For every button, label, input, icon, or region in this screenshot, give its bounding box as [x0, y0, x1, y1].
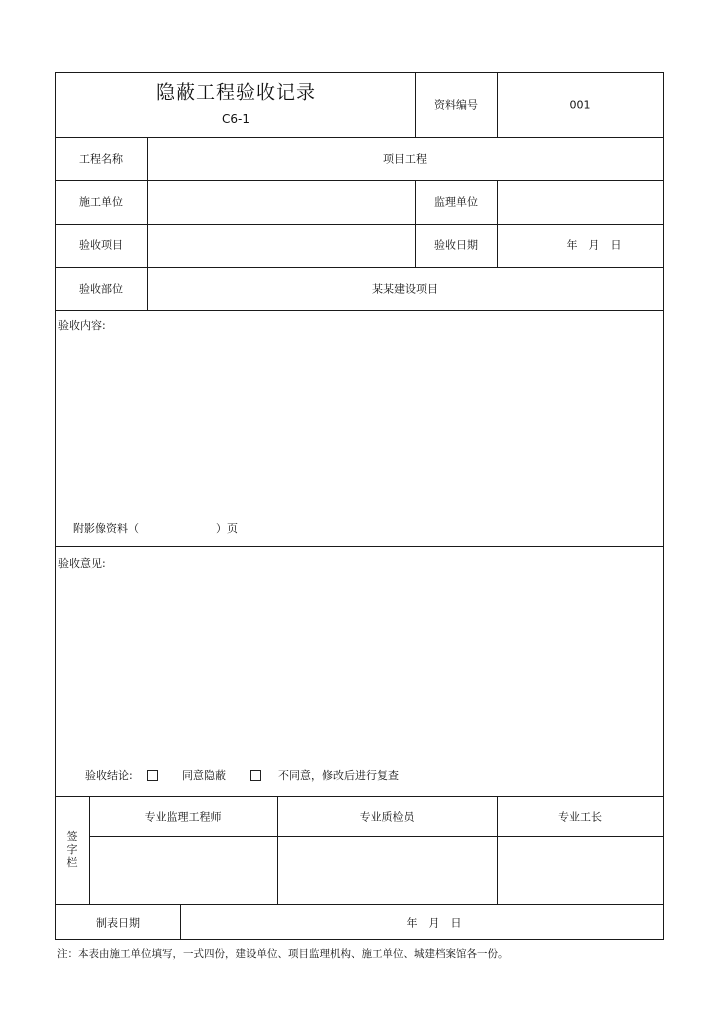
supervision-unit-label: 监理单位	[434, 195, 478, 209]
inspection-date-label: 验收日期	[434, 238, 478, 252]
sign-col-foreman: 专业工长	[558, 810, 602, 824]
made-date-label: 制表日期	[96, 916, 140, 930]
form-code: C6-1	[222, 112, 250, 126]
table-rule	[277, 796, 278, 905]
table-rule	[415, 72, 416, 138]
content-label: 验收内容:	[58, 319, 106, 332]
table-rule	[55, 904, 664, 905]
option-disagree: 不同意，修改后进行复查	[278, 769, 399, 782]
table-rule	[147, 137, 148, 311]
table-rule	[55, 546, 664, 547]
table-rule	[497, 796, 498, 905]
project-name-label: 工程名称	[79, 152, 123, 166]
attachment-prefix: 附影像资料（	[73, 522, 139, 535]
table-rule	[89, 796, 90, 905]
form-title: 隐蔽工程验收记录	[155, 81, 317, 104]
form-table	[55, 72, 664, 940]
doc-no-label: 资料编号	[434, 98, 478, 112]
inspection-item-label: 验收项目	[79, 238, 123, 252]
table-border	[55, 939, 664, 940]
table-border	[55, 72, 664, 73]
table-border	[55, 72, 56, 940]
construction-unit-label: 施工单位	[79, 195, 123, 209]
footer-note: 注：本表由施工单位填写，一式四份，建设单位、项目监理机构、施工单位、城建档案馆各一份。	[57, 948, 509, 960]
signature-label: 签字栏	[66, 830, 78, 869]
disagree-checkbox[interactable]	[250, 770, 261, 781]
sign-col-qc: 专业质检员	[359, 810, 415, 824]
inspection-part-value[interactable]: 某某建设项目	[372, 282, 438, 296]
option-agree: 同意隐蔽	[182, 769, 226, 782]
doc-no-value[interactable]: 001	[569, 98, 591, 112]
made-date-value[interactable]: 年 月 日	[406, 916, 462, 930]
project-name-value[interactable]: 项目工程	[383, 152, 427, 166]
table-rule	[89, 836, 664, 837]
table-rule	[497, 180, 498, 268]
table-rule	[180, 904, 181, 940]
inspection-date-value[interactable]: 年 月 日	[566, 238, 622, 252]
conclusion-label: 验收结论:	[85, 769, 133, 782]
table-rule	[55, 796, 664, 797]
table-border	[663, 72, 664, 940]
agree-checkbox[interactable]	[147, 770, 158, 781]
sign-col-supervisor: 专业监理工程师	[144, 810, 222, 824]
attachment-suffix: ）页	[216, 522, 238, 535]
opinion-label: 验收意见:	[58, 557, 106, 570]
table-rule	[415, 180, 416, 268]
table-rule	[497, 72, 498, 138]
inspection-part-label: 验收部位	[79, 282, 123, 296]
